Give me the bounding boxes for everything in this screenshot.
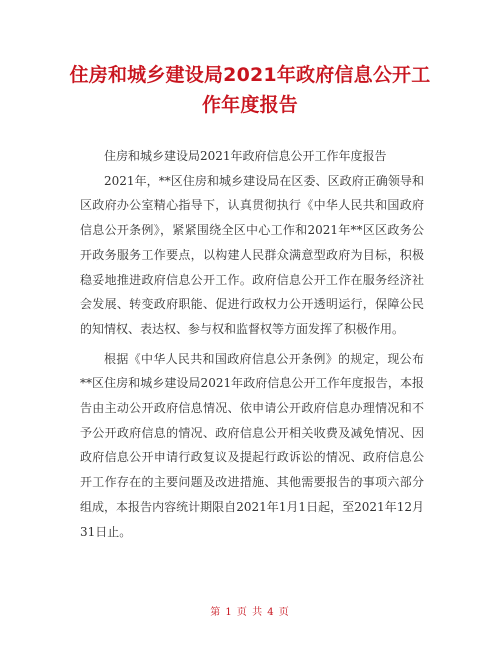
intro-paragraph: 2021年，**区住房和城乡建设局在区委、区政府正确领导和区政府办公室精心指导下，认真贯彻执行《中华人民共和国政府信息公开条例》，紧紧围绕全区中心工作和2021年**区区政务公开政务服务工作要点，以构建人民群众满意型政府为目标，积极稳妥地推进政府信息公开工作。政府信息公开工作在服务经济社会发展、转变政府职能、促进行政权力公开透明运行，保障公民的知情权、表达权、参与权和监督权等方面发挥了积极作用。 <box>80 173 424 336</box>
document-body <box>80 144 424 544</box>
report-scope-paragraph: 根据《中华人民共和国政府信息公开条例》的规定，现公布**区住房和城乡建设局2021年政府信息公开工作年度报告，本报告由主动公开政府信息情况、依申请公开政府信息办理情况和不予公开政府信息的情况、政府信息公开相关收费及减免情况、因政府信息公开申请行政复议及提起行政诉讼的情况、政府信息公开工作存在的主要问题及改进措施、其他需要报告的事项六部分组成，本报告内容统计期限自2021年1月1日起，至2021年12月31日止。 <box>80 351 424 539</box>
document-title: 住房和城乡建设局2021年政府信息公开工作年度报告 <box>69 64 431 116</box>
report-heading-paragraph: 住房和城乡建设局2021年政府信息公开工作年度报告 <box>104 149 387 163</box>
page-number-footer: 第 1 页 共 4 页 <box>210 607 290 618</box>
